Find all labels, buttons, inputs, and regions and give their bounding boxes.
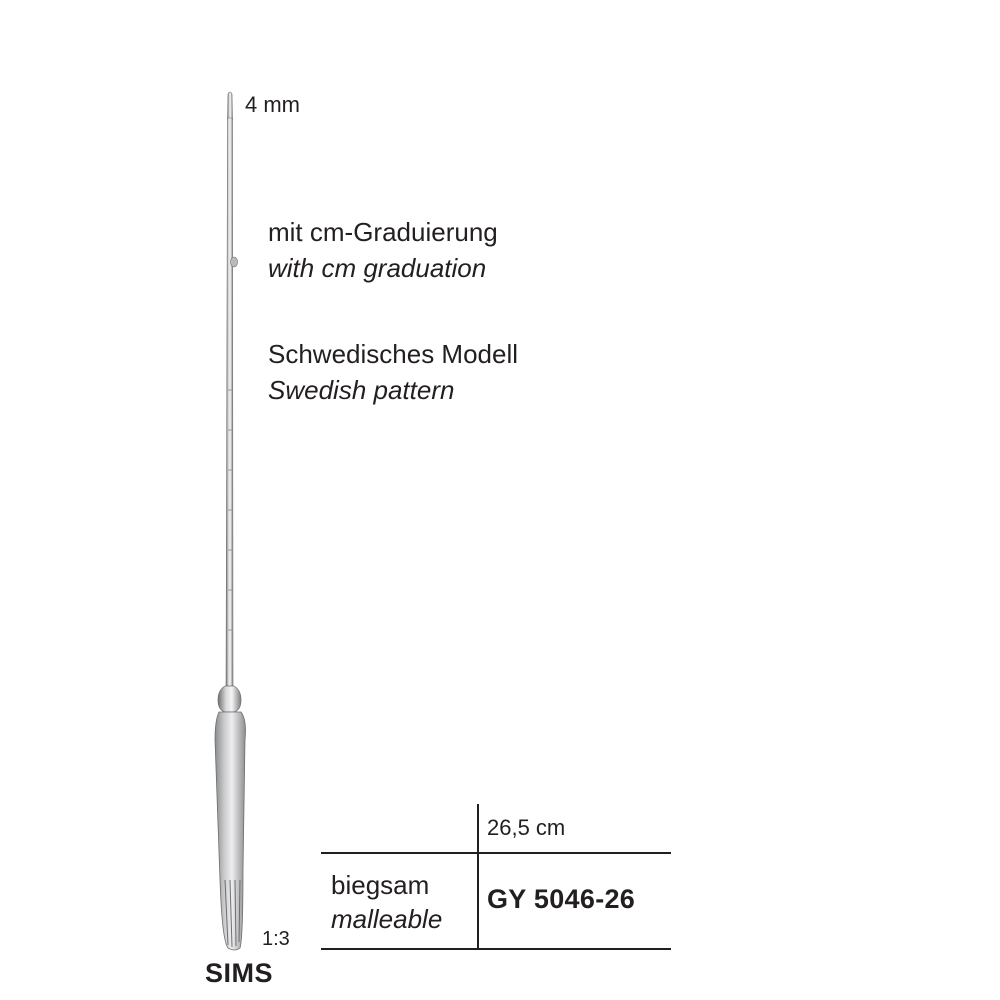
- property-en: malleable: [331, 904, 443, 934]
- sound-shaft: [226, 118, 233, 690]
- feature-pattern-de: Schwedisches Modell: [268, 339, 519, 369]
- sound-collar: [218, 686, 241, 712]
- table-header-divider: [321, 852, 671, 854]
- feature-pattern: [268, 336, 518, 408]
- property-cell: [331, 868, 442, 936]
- sound-handle: [215, 712, 246, 950]
- table-bottom-rule: [321, 948, 671, 950]
- tip-size-label: 4 mm: [245, 92, 300, 117]
- sound-tip: [228, 92, 233, 120]
- scale-label: 1:3: [262, 928, 290, 950]
- feature-pattern-en: Swedish pattern: [268, 375, 455, 405]
- property-de: biegsam: [331, 870, 430, 900]
- feature-graduation: [268, 214, 498, 286]
- length-header: 26,5 cm: [487, 815, 566, 840]
- article-number: GY 5046-26: [487, 884, 636, 914]
- instrument-name: SIMS: [205, 958, 274, 988]
- shaft-bend-marker: [231, 257, 238, 267]
- feature-graduation-de: mit cm-Graduierung: [268, 217, 498, 247]
- feature-graduation-en: with cm graduation: [268, 253, 487, 283]
- uterine-sound-illustration: [195, 90, 265, 960]
- table-column-divider: [477, 804, 479, 949]
